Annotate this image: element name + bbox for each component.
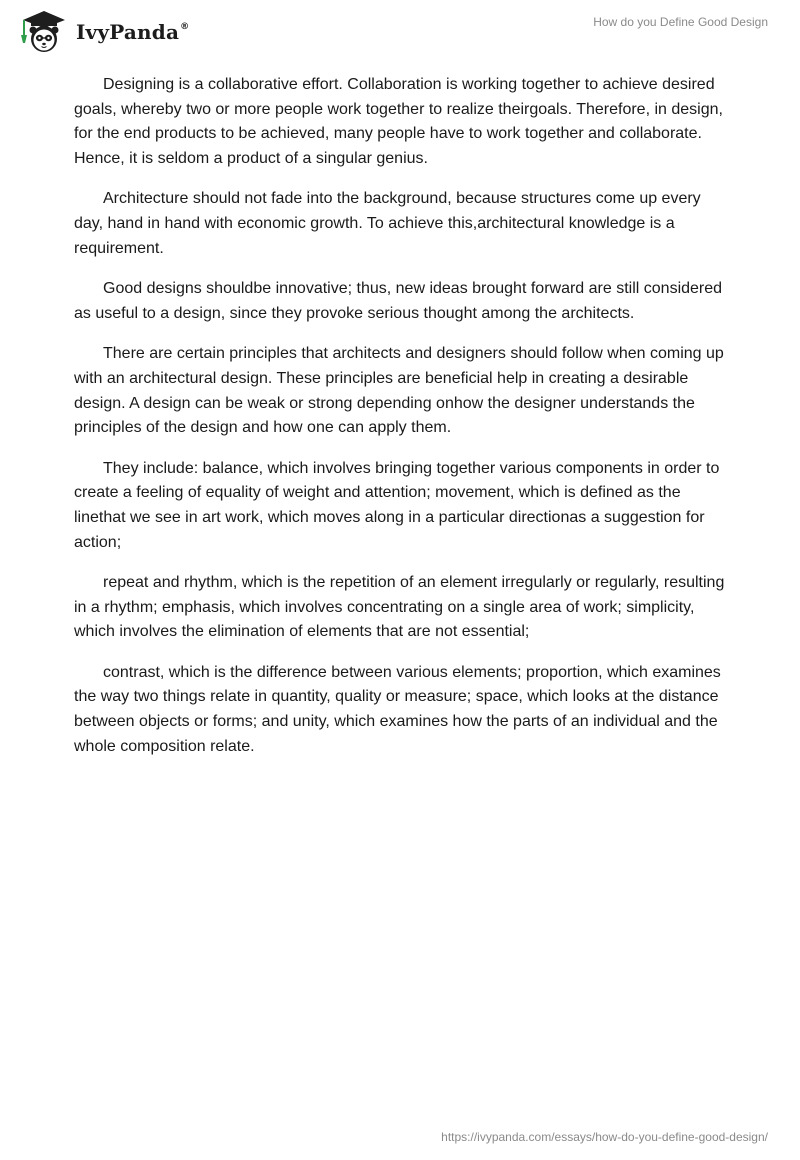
paragraph: repeat and rhythm, which is the repetition of an element irregularly or regularly, resulting in a rhythm; emphasis, which involves concentrating on a single area of work; simplicity, which involves the elimination of elements that are not essential; — [74, 574, 725, 641]
brand-name: IvyPanda® — [76, 20, 190, 44]
document-title: How do you Define Good Design — [593, 15, 768, 29]
paragraph: There are certain principles that architects and designers should follow when coming up with an architectural design. These principles are beneficial help in creating a desirable design. A design can be weak or strong depending onhow the designer understands the principles of the design and how one can apply them. — [74, 345, 724, 437]
source-url-link[interactable]: https://ivypanda.com/essays/how-do-you-define-good-design/ — [441, 1130, 768, 1144]
paragraph: They include: balance, which involves bringing together various components in order to create a feeling of equality of weight and attention; movement, which is defined as the linethat we see in art work, which moves along in a particular directionas a suggestion for action; — [74, 459, 720, 551]
paragraph: Good designs shouldbe innovative; thus, new ideas brought forward are still considered as useful to a design, since they provoke serious thought among the architects. — [74, 280, 723, 322]
panda-graduate-icon — [14, 8, 72, 54]
paragraph: Architecture should not fade into the background, because structures come up every day, hand in hand with economic growth. To achieve this,architectural knowledge is a requirement. — [74, 190, 701, 257]
paragraph: contrast, which is the difference between various elements; proportion, which examines the way two things relate in quantity, quality or measure; space, which looks at the distance between objects or forms; and unity, which examines how the parts of an individual and the whole composition relate. — [74, 663, 721, 755]
brand-logo[interactable] — [14, 8, 188, 54]
paragraph: Designing is a collaborative effort. Collaboration is working together to achieve desired goals, whereby two or more people work together to realize theirgoals. Therefore, in design, for the end products to be achieved, many people have to work together and collaborate. Hence, it is seldom a product of a singular genius. — [74, 76, 723, 167]
registered-mark: ® — [180, 22, 190, 32]
page-header — [0, 0, 800, 60]
essay-body — [74, 73, 734, 775]
